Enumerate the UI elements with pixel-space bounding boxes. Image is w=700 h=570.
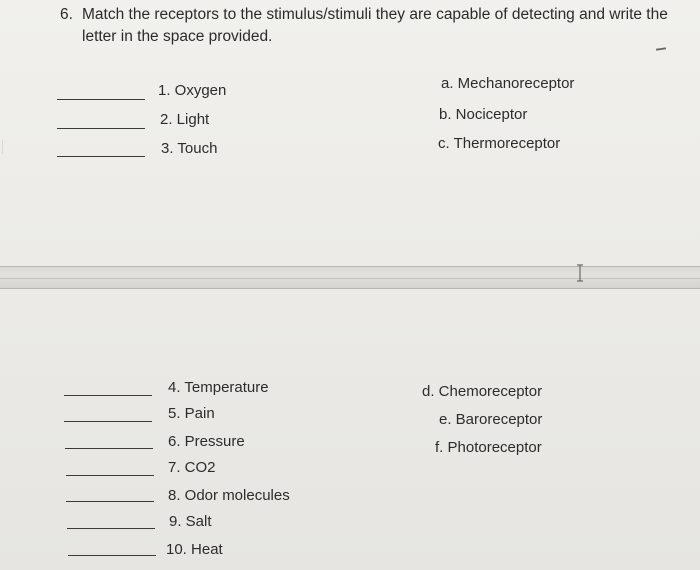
answer-blank-4[interactable] — [64, 395, 152, 396]
stimulus-item: 8. Odor molecules — [168, 487, 290, 504]
question-number: 6. — [60, 6, 73, 23]
receptor-item: b. Nociceptor — [439, 106, 528, 123]
answer-blank-2[interactable] — [57, 128, 145, 129]
answer-blank-8[interactable] — [66, 501, 154, 502]
stimulus-item: 10. Heat — [166, 541, 223, 558]
stray-mark — [656, 47, 666, 50]
answer-blank-1[interactable] — [57, 99, 145, 100]
fold-line-top — [0, 266, 700, 267]
fold-line-mid — [0, 278, 700, 279]
answer-blank-9[interactable] — [67, 528, 155, 529]
answer-blank-3[interactable] — [57, 156, 145, 157]
stimulus-item: 2. Light — [160, 111, 210, 128]
answer-blank-10[interactable] — [68, 555, 156, 556]
receptor-item: a. Mechanoreceptor — [441, 75, 575, 92]
receptor-item: e. Baroreceptor — [439, 411, 543, 428]
fold-line-bottom — [0, 288, 700, 289]
stimulus-item: 7. CO2 — [168, 459, 216, 476]
stimulus-item: 4. Temperature — [168, 379, 269, 396]
stimulus-item: 1. Oxygen — [158, 82, 227, 99]
receptor-item: c. Thermoreceptor — [438, 135, 561, 152]
page-fold — [0, 266, 700, 288]
answer-blank-5[interactable] — [64, 421, 152, 422]
stimulus-item: 6. Pressure — [168, 433, 245, 450]
question-text: Match the receptors to the stimulus/stimuli they are capable of detecting and write the letter in the space provided. — [82, 6, 668, 45]
receptor-item: f. Photoreceptor — [435, 439, 542, 456]
stimulus-item: 3. Touch — [161, 140, 218, 157]
stimulus-item: 5. Pain — [168, 405, 215, 422]
page-edge-mark — [2, 140, 11, 154]
answer-blank-7[interactable] — [66, 475, 154, 476]
text-cursor-icon — [575, 264, 585, 282]
stimulus-item: 9. Salt — [169, 513, 212, 530]
receptor-item: d. Chemoreceptor — [422, 383, 543, 400]
answer-blank-6[interactable] — [65, 448, 153, 449]
